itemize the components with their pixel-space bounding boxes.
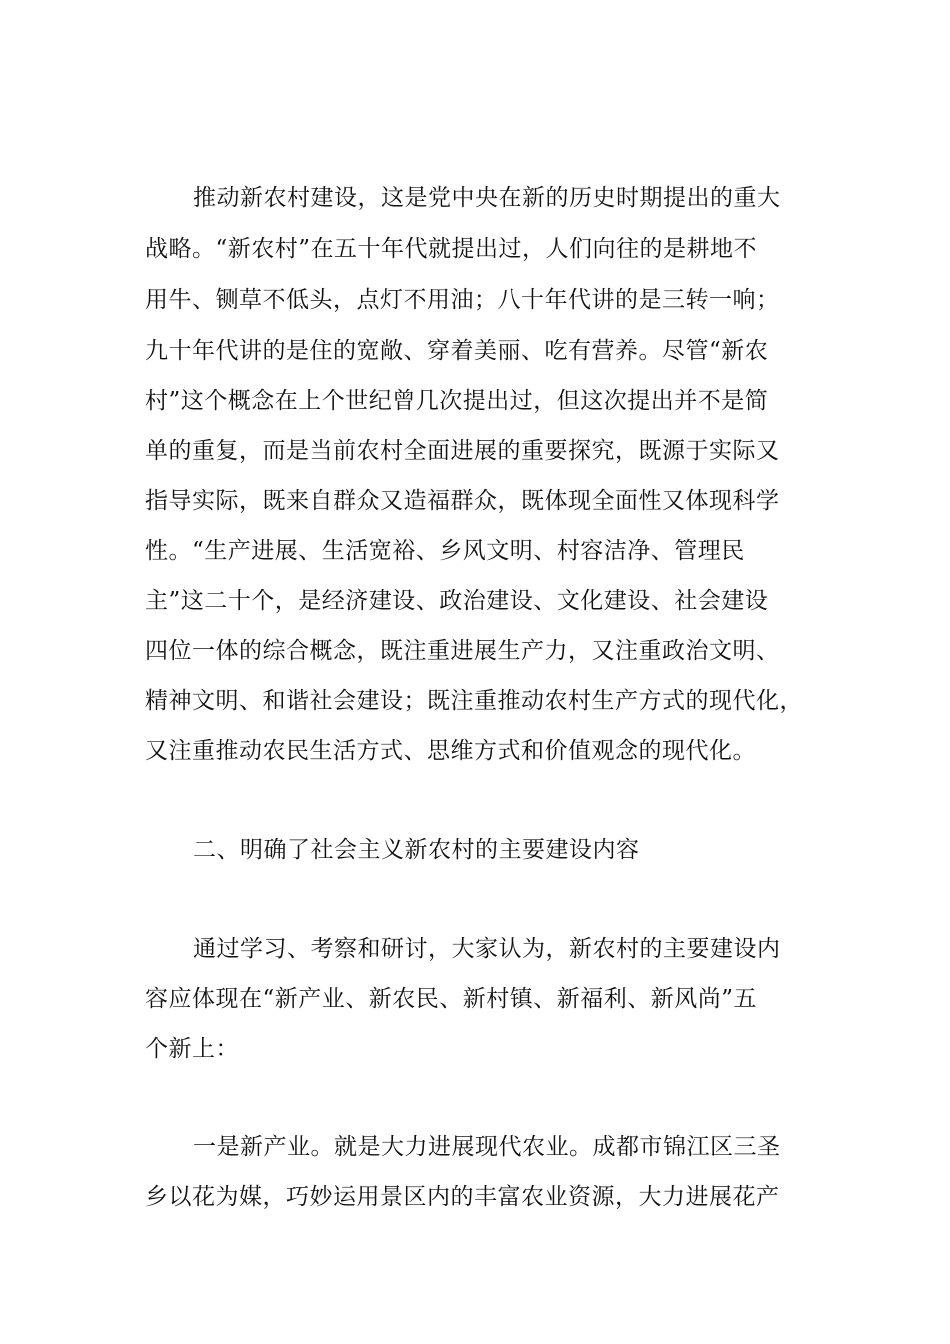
paragraph-1-line-6: 单的重复，而是当前农村全面进展的重要探究，既源于实际又 [145, 438, 780, 464]
paragraph-1-line-1: 推动新农村建设，这是党中央在新的历史时期提出的重大 [193, 185, 781, 211]
paragraph-1-line-3: 用牛、铡草不低头，点灯不用油；八十年代讲的是三转一响； [145, 287, 780, 313]
paragraph-1-line-2: 战略。“新农村”在五十年代就提出过，人们向往的是耕地不 [145, 236, 758, 262]
paragraph-1-line-12: 又注重推动农民生活方式、思维方式和价值观念的现代化。 [145, 738, 756, 764]
paragraph-1-line-11: 精神文明、和谐社会建设；既注重推动农村生产方式的现代化， [145, 688, 803, 714]
paragraph-3-line-3: 个新上： [145, 1036, 239, 1062]
paragraph-3-line-2: 容应体现在“新产业、新农民、新村镇、新福利、新风尚”五 [145, 986, 758, 1012]
paragraph-1-line-8: 性。“生产进展、生活宽裕、乡风文明、村容洁净、管理民 [145, 538, 745, 564]
paragraph-4-line-1: 一是新产业。就是大力进展现代农业。成都市锦江区三圣 [193, 1134, 781, 1160]
section-heading: 二、明确了社会主义新农村的主要建设内容 [193, 837, 640, 863]
paragraph-1-line-10: 四位一体的综合概念，既注重进展生产力，又注重政治文明、 [145, 638, 780, 664]
paragraph-4-line-2: 乡以花为媒，巧妙运用景区内的丰富农业资源，大力进展花产 [145, 1184, 780, 1210]
paragraph-3-line-1: 通过学习、考察和研讨，大家认为，新农村的主要建设内 [193, 936, 781, 962]
paragraph-1-line-9: 主”这二十个，是经济建设、政治建设、文化建设、社会建设 [145, 588, 769, 614]
paragraph-1-line-7: 指导实际，既来自群众又造福群众，既体现全面性又体现科学 [145, 488, 780, 514]
paragraph-1-line-4: 九十年代讲的是住的宽敞、穿着美丽、吃有营养。尽管“新农 [145, 338, 769, 364]
paragraph-1-line-5: 村”这个概念在上个世纪曾几次提出过，但这次提出并不是简 [145, 388, 769, 414]
